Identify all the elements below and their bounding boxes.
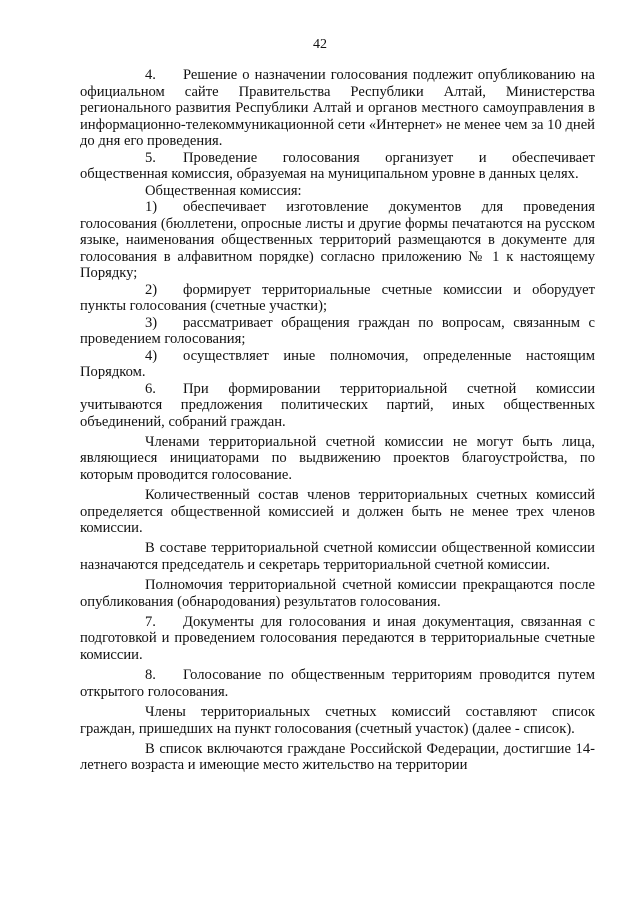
paragraph-text: Количественный состав членов территориальных счетных комиссий определяется общественной комиссией и должен быть не менее трех членов комиссии. (80, 487, 595, 537)
paragraph-list-inclusion (80, 741, 595, 774)
paragraph-text: осуществляет иные полномочия, определенные настоящим Порядком. (80, 347, 595, 380)
paragraph-chair-secretary (80, 540, 595, 573)
paragraph-7 (80, 614, 595, 664)
paragraph-text: Членами территориальной счетной комиссии не могут быть лица, являющиеся инициаторами по выдвижению проектов благоустройства, по которым проводится голосование. (80, 433, 595, 483)
item-number: 4. (145, 67, 156, 83)
item-number: 4) (145, 347, 158, 364)
paragraph-text: Голосование по общественным территориям проводится путем открытого голосования. (80, 667, 595, 700)
paragraph-voter-list (80, 704, 595, 737)
list-item-2 (80, 282, 595, 315)
paragraph-8 (80, 667, 595, 700)
item-number: 2) (145, 281, 158, 298)
paragraph-text: Члены территориальных счетных комиссий составляют список граждан, пришедших на пункт голосования (счетный участок) (далее - список). (80, 704, 595, 737)
paragraph-powers-termination (80, 577, 595, 610)
paragraph-text: Общественная комиссия: (145, 182, 302, 199)
item-number: 1) (145, 199, 158, 215)
paragraph-text: обеспечивает изготовление документов для проведения голосования (бюллетени, опросные листы и другие формы печатаются на русском языке, наименования общественных территорий размещаются в документе для голосования в алфавитном порядке) согласно приложению № 1 к настоящему Порядку; (80, 199, 595, 281)
paragraph-text: В составе территориальной счетной комиссии общественной комиссии назначаются председатель и секретарь территориальной счетной комиссии. (80, 540, 595, 573)
item-number: 7. (145, 613, 156, 630)
item-number: 8. (145, 667, 156, 684)
item-number: 3) (145, 314, 158, 331)
paragraph-text: Проведение голосования организует и обеспечивает общественная комиссия, образуемая на муниципальном уровне в данных целях. (80, 149, 595, 182)
page-number: 42 (313, 37, 327, 52)
list-item-3 (80, 315, 595, 348)
document-body (80, 67, 595, 774)
paragraph-4 (80, 67, 595, 150)
paragraph-5 (80, 150, 595, 183)
paragraph-composition (80, 487, 595, 537)
paragraph-text: Документы для голосования и иная документация, связанная с подготовкой и проведением голосования передаются в территориальные счетные комиссии. (80, 613, 595, 663)
paragraph-text: Решение о назначении голосования подлежит опубликованию на официальном сайте Правительства Республики Алтай, Министерства регионального развития Республики Алтай и органов местного самоуправления в информационно-телекоммуникационной сети «Интернет» не менее чем за 10 дней до дня его проведения. (80, 67, 595, 149)
paragraph-6 (80, 381, 595, 431)
paragraph-commission-intro (80, 183, 595, 200)
paragraph-text: В список включаются граждане Российской Федерации, достигшие 14-летнего возраста и имеющие место жительство на территории (80, 740, 595, 774)
item-number: 6. (145, 380, 156, 397)
paragraph-members-restriction (80, 434, 595, 484)
paragraph-text: При формировании территориальной счетной комиссии учитываются предложения политических партий, иных общественных объединений, собраний граждан. (80, 380, 595, 430)
paragraph-text: формирует территориальные счетные комиссии и оборудует пункты голосования (счетные участки); (80, 281, 595, 314)
item-number: 5. (145, 149, 156, 166)
list-item-4 (80, 348, 595, 381)
list-item-1 (80, 199, 595, 282)
paragraph-text: рассматривает обращения граждан по вопросам, связанным с проведением голосования; (80, 314, 595, 347)
paragraph-text: Полномочия территориальной счетной комиссии прекращаются после опубликования (обнародования) результатов голосования. (80, 577, 595, 610)
